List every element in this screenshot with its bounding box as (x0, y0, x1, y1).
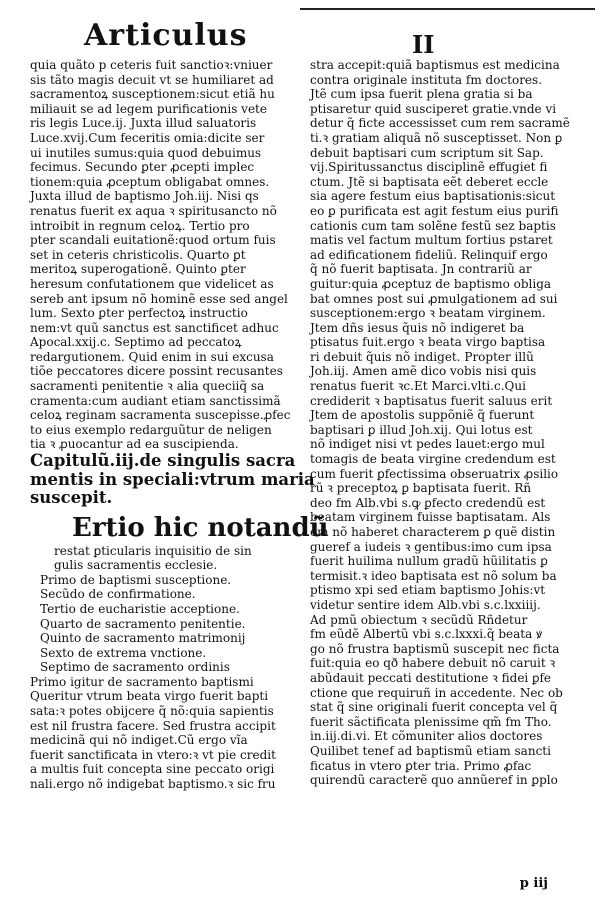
text-line: meritoꝝ superogationẽ. Quinto ꝑter (30, 262, 246, 277)
text-line: ptismo xpi sed etiam baptismo Johis:vt (310, 583, 546, 598)
text-line: Septimo de sacramento ordinis (40, 660, 230, 675)
text-line: Joh.iij. Amen amẽ dico vobis nisi quis (310, 364, 537, 379)
text-line: sereb ant ipsum nõ hominẽ esse sed angel (30, 291, 288, 306)
text-line: nem:vt quũ sanctus est sanctificet adhuc (30, 320, 279, 335)
text-line: Ad pmũ obiectum ꝛ secũdũ Rñdetur (310, 612, 528, 627)
top-rule (300, 8, 595, 10)
text-line: ri debuit q̃uis nõ indiget. Propter illũ (310, 349, 534, 364)
chapter-heading: suscepit. (30, 488, 113, 508)
text-line: ris legis Luce.ij. Juxta illud saluatoris (30, 116, 257, 131)
text-line: Queritur vtrum beata virgo fuerit bapti (30, 689, 269, 704)
text-line: renatus fuerit ꝛc.Et Marci.vlti.c.Qui (310, 379, 526, 394)
text-line: quia quãto p ceteris fuit sanctioꝛ:vniuer (30, 58, 273, 72)
text-line: fuit:quia eo qð habere debuit nõ caruit ꝛ (310, 656, 556, 671)
running-head: Articulus (84, 18, 248, 53)
text-line: em nõ haberet characterem ꝑ quẽ distin (310, 525, 556, 539)
text-line: Quinto de sacramento matrimonij (40, 631, 246, 646)
text-line: q̃ nõ fuerit baptisata. Jn contrariũ ar (310, 262, 532, 277)
text-line: Jtem de apostolis suppõniẽ q̃ fuerunt (310, 408, 535, 423)
text-line: rũ ꝛ preceptoꝝ ꝑ baptisata fuerit. Rñ (310, 481, 532, 496)
text-line: crediderit ꝛ baptisatus fuerit saluus erit (310, 393, 553, 408)
text-line: ctione que requiruñ in accedente. Nec ob (310, 685, 563, 700)
text-line: Sexto de extrema vnctione. (40, 645, 207, 660)
text-line: tomagis de beata virgine credendum est (310, 452, 556, 467)
text-line: matis vel factum multum fortius pstaret (310, 233, 553, 248)
text-line: videtur sentire idem Alb.vbi s.c.lxxiiij. (310, 597, 541, 612)
right-column (310, 58, 594, 788)
text-line: est nil frustra facere. Sed frustra accipit (30, 718, 276, 733)
text-line: pter scandali euitationẽ:quod ortum fuis (30, 233, 276, 248)
text-line: debuit baptisari cum scriptum sit Sap. (310, 145, 544, 160)
text-line: lum. Sexto ꝑter perfectoꝝ instructio (30, 306, 248, 321)
chapter-heading: Capitulũ.iij.de singulis sacra (30, 451, 296, 471)
text-line: renatus fuerit ex aqua ꝛ spiritusancto nõ (30, 203, 277, 218)
section-opening: Ertio hic notandũ (72, 512, 329, 543)
text-line: Luce.xvij.Cum feceritis omia:dicite ser (30, 130, 265, 145)
text-line: ui inutiles sumus:quia quod debuimus (30, 145, 262, 160)
text-line: Jtẽ cum ipsa fuerit plena gratia si ba (310, 87, 533, 102)
text-line: Juxta illud de baptismo Joh.iij. Nisi qs (30, 189, 259, 204)
folio-number: II (412, 30, 435, 59)
text-line: gulis sacramentis ecclesie. (54, 558, 218, 573)
text-line: ptisaretur quid susciperet gratie.vnde vi (310, 101, 557, 116)
text-line: gueref a iudeis ꝛ gentibus:imo cum ipsa (310, 539, 552, 554)
text-line: go nõ frustra baptismũ suscepit nec ficta (310, 641, 560, 656)
text-line: redargutionem. Quid enim in sui excusa (30, 349, 274, 364)
text-line: sis tãto magis decuit vt se humiliaret ad (30, 72, 274, 87)
text-line: beatam virginem fuisse baptisatam. Als (310, 510, 551, 525)
text-line: cramenta:cum audiant etiam sanctissimã (30, 393, 281, 408)
text-line: abũdauit peccati destitutione ꝛ fidei ꝑfe (310, 670, 552, 685)
text-line: vij.Spiritussanctus disciplinẽ effugiet fi (310, 160, 548, 175)
text-line: fecimus. Secundo ꝑter ꝓcepti implec (30, 160, 255, 175)
text-line: sacramentoꝝ susceptionem:sicut etiã hu (30, 87, 275, 102)
text-line: introibit in regnum celoꝝ. Tertio pro (30, 218, 250, 233)
text-line: tia ꝛ ꝓuocantur ad ea suscipienda. (30, 437, 239, 452)
text-line: fm eũdẽ Albertũ vbi s.c.lxxxi.q̃ beata ꝟ (310, 627, 543, 642)
text-line: guitur:quia ꝓceptuz de baptismo obliga (310, 276, 552, 291)
text-line: bat omnes post sui ꝓmulgationem ad sui (310, 291, 558, 306)
text-line: ti.ꝛ gratiam aliquã nõ susceptisset. Non ꝑ (310, 130, 563, 145)
text-line: Tertio de eucharistie acceptione. (40, 601, 240, 616)
text-line: Primo de baptismi susceptione. (40, 572, 232, 587)
text-line: miliauit se ad legem purificationis vete (30, 101, 267, 116)
text-line: fuerit huilima nullum gradũ hũilitatis ꝑ (310, 554, 548, 569)
text-line: fuerit sanctificata in vtero:ꝛ vt pie credit (30, 747, 276, 762)
text-line: fuerit sãctificata plenissime qm̃ fm Tho. (310, 714, 552, 729)
text-line: quirendũ caracterẽ quo annũeref in ꝑplo (310, 773, 558, 788)
text-line: medicinã qui nõ indiget.Cũ ergo vĩa (30, 733, 248, 748)
text-line: deo fm Alb.vbi s.ꝙ ꝑfecto credendũ est (310, 495, 546, 510)
text-line: in.iij.di.vi. Et cõmuniter alios doctores (310, 729, 543, 744)
text-line: cationis cum tam solẽne festũ sez baptis (310, 218, 556, 233)
text-line: ad edificationem fideliũ. Relinquif ergo (310, 247, 548, 262)
text-line: a multis fuit concepta sine peccato origi (30, 762, 275, 777)
text-line: sia agere festum eius baptisationis:sicut (310, 189, 556, 204)
text-line: restat ꝑticularis inquisitio de sin (54, 543, 252, 558)
text-line: set in ceteris christicolis. Quarto ꝑt (30, 247, 246, 262)
text-line: eo ꝑ purificata est agit festum eius purifi (310, 203, 559, 218)
text-line: nali.ergo nõ indigebat baptismo.ꝛ sic fru (30, 777, 276, 792)
text-line: stra accepit:quiã baptismus est medicina (310, 58, 560, 72)
text-line: ficatus in vtero ꝑter tria. Primo ꝓfac (310, 758, 532, 773)
left-column (30, 58, 329, 792)
text-line: ptisatus fuit.ergo ꝛ beata virgo baptisa (310, 335, 546, 350)
text-line: to eius exemplo redarguũtur de neligen (30, 422, 272, 437)
text-line: detur q̃ ficte accessisset cum rem sacramẽ (310, 116, 570, 131)
text-line: susceptionem:ergo ꝛ beatam virginem. (310, 306, 546, 321)
text-line: baptisari ꝑ illud Joh.xij. Qui lotus est (310, 422, 533, 437)
text-line: sacramenti penitentie ꝛ alia queciiq̃ sa (30, 379, 265, 394)
text-line: nõ indiget nisi vt pedes lauet:ergo mul (310, 437, 545, 452)
text-line: stat q̃ sine originali fuerit concepta vel q̃ (310, 700, 558, 715)
signature-mark: p iij (519, 876, 548, 891)
text-line: Primo igitur de sacramento baptismi (30, 674, 254, 689)
text-line: Secũdo de confirmatione. (40, 587, 196, 602)
text-line: contra originale instituta fm doctores. (310, 72, 543, 87)
chapter-heading: mentis in speciali:vtrum maria (30, 469, 315, 489)
text-line: Quilibet tenef ad baptismũ etiam sancti (310, 743, 551, 758)
text-line: tiõe peccatores dicere possint recusantes (30, 364, 283, 379)
text-line: Quarto de sacramento penitentie. (40, 616, 246, 631)
text-line: Apocal.xxij.c. Septimo ad peccatoꝝ (30, 335, 242, 350)
text-line: heresum confutationem que videlicet as (30, 276, 274, 291)
text-line: cum fuerit ꝑfectissima obseruatrix ꝓsilio (310, 466, 559, 481)
text-line: Jtem dñs iesus q̃uis nõ indigeret ba (310, 320, 525, 335)
text-line: termisit.ꝛ ideo baptisata est nõ solum ba (310, 568, 557, 583)
text-line: tionem:quia ꝓceptum obligabat omnes. (30, 174, 270, 189)
text-line: sata:ꝛ potes obijcere q̃ nõ:quia sapientis (30, 704, 274, 719)
text-line: ctum. Jtẽ si baptisata eẽt deberet eccle (310, 174, 549, 189)
text-line: celoꝝ reginam sacramenta suscepisse.ꝓfec (30, 408, 291, 423)
